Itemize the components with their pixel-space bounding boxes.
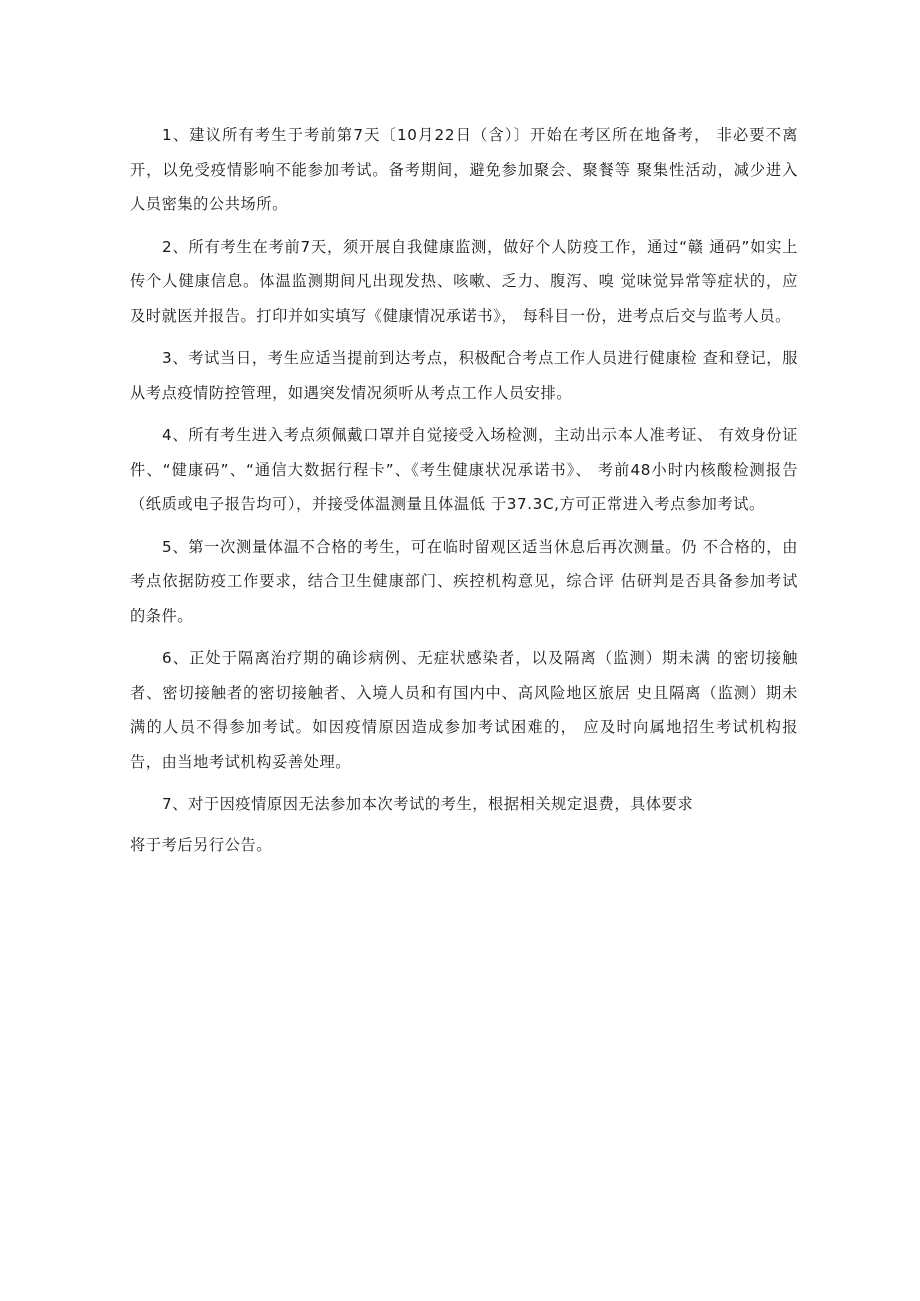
document-body [130, 118, 798, 862]
paragraph-5: 5、第一次测量体温不合格的考生，可在临时留观区适当休息后再次测量。仍 不合格的，由考点依据防疫工作要求，结合卫生健康部门、疾控机构意见，综合评 估研判是否具备参加考试的条件。 [130, 537, 798, 625]
paragraph-3: 3、考试当日，考生应适当提前到达考点，积极配合考点工作人员进行健康检 查和登记，服从考点疫情防控管理，如遇突发情况须听从考点工作人员安排。 [130, 349, 798, 402]
paragraph-6: 6、正处于隔离治疗期的确诊病例、无症状感染者，以及隔离（监测）期未满 的密切接触者、密切接触者的密切接触者、入境人员和有国内中、高风险地区旅居 史且隔离（监测）期未满的人员不得参加考试。如因疫情原因造成参加考试困难的， 应及时向属地招生考试机构报告，由当地考试机构妥善处理。 [130, 649, 798, 771]
paragraph-7-continuation: 将于考后另行公告。 [130, 835, 273, 854]
paragraph-4: 4、所有考生进入考点须佩戴口罩并自觉接受入场检测，主动出示本人准考证、 有效身份证件、“健康码”、“通信大数据行程卡”、《考生健康状况承诺书》、 考前48小时内核酸检测报告（纸质或电子报告均可），并接受体温测量且体温低 于37.3C,方可正常进入考点参加考试。 [130, 426, 798, 513]
paragraph-7: 7、对于因疫情原因无法参加本次考试的考生，根据相关规定退费，具体要求 [162, 795, 694, 813]
paragraph-1: 1、建议所有考生于考前第7天〔10月22日（含）〕开始在考区所在地备考， 非必要不离开，以免受疫情影响不能参加考试。备考期间，避免参加聚会、聚餐等 聚集性活动，减少进入人员密集的公共场所。 [130, 126, 798, 213]
paragraph-2: 2、所有考生在考前7天，须开展自我健康监测，做好个人防疫工作，通过“赣 通码”如实上传个人健康信息。体温监测期间凡出现发热、咳嗽、乏力、腹泻、嗅 觉味觉异常等症状的，应及时就医并报告。打印并如实填写《健康情况承诺书》， 每科目一份，进考点后交与监考人员。 [130, 237, 798, 325]
